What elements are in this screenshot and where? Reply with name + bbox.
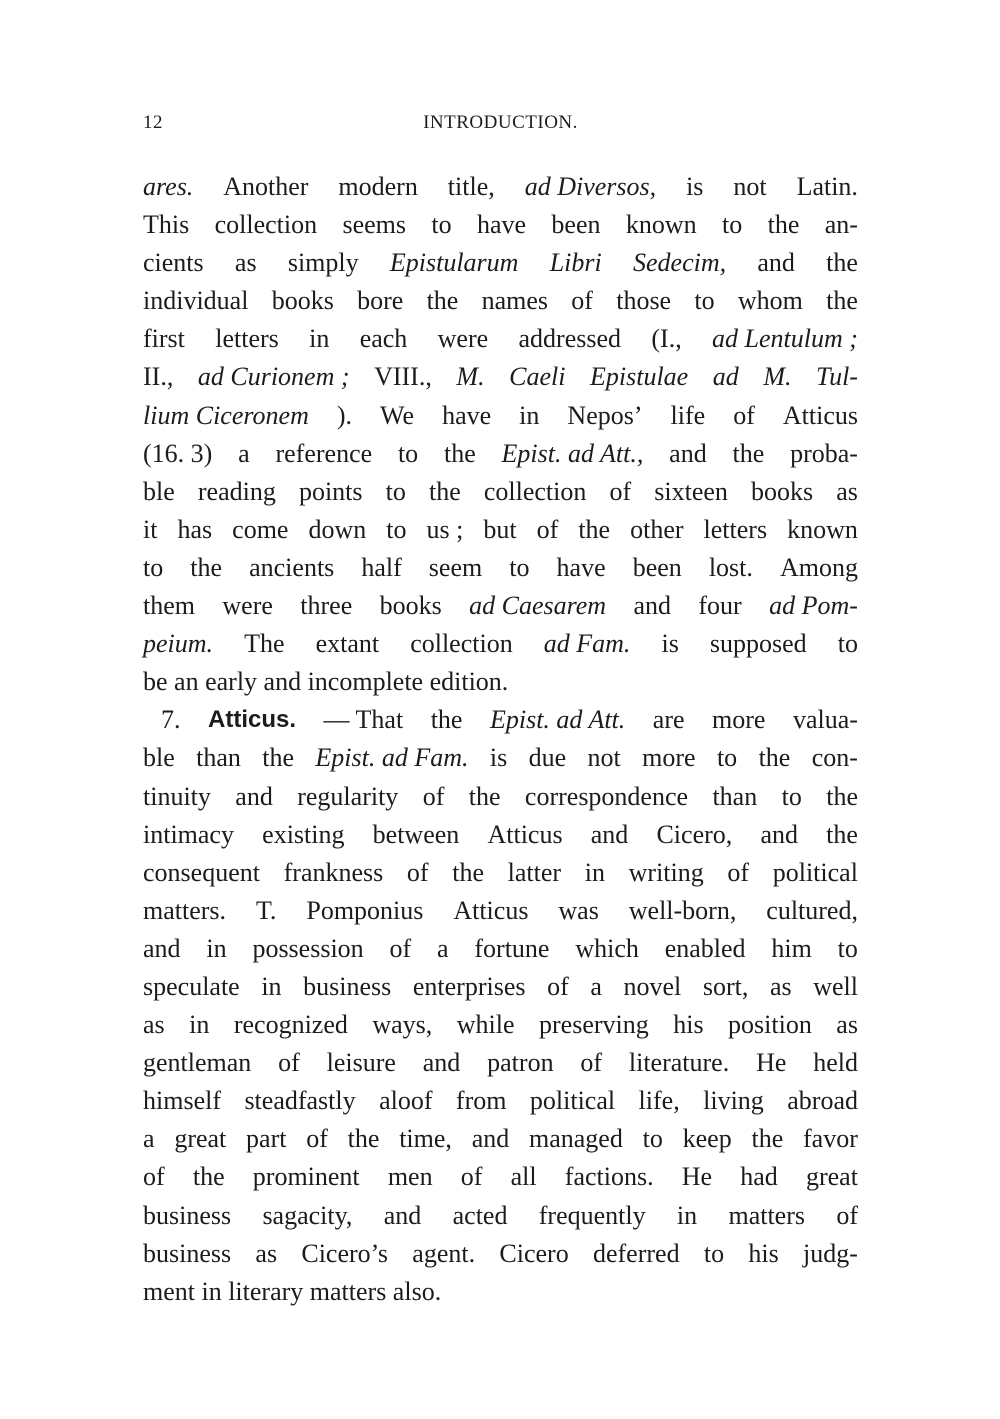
word: the <box>826 286 858 316</box>
text-line <box>143 930 858 968</box>
word: the <box>826 781 858 811</box>
word: but <box>483 514 517 544</box>
word: first <box>143 324 185 354</box>
word: managed <box>529 1124 623 1154</box>
text-line <box>143 739 858 777</box>
word: to <box>385 476 406 506</box>
word: come <box>232 514 289 544</box>
word: and <box>422 1048 461 1078</box>
word: ares. <box>143 172 194 201</box>
text-line <box>143 168 858 206</box>
word: Libri <box>549 248 602 278</box>
word: have <box>556 552 606 582</box>
word: names <box>481 286 549 316</box>
word: great <box>805 1162 858 1192</box>
word: to <box>431 210 452 240</box>
word: of <box>609 476 632 506</box>
word: reference <box>275 438 373 468</box>
text-line <box>143 549 858 587</box>
word: great <box>174 1124 227 1154</box>
word: cultured, <box>766 895 858 925</box>
word: not <box>587 743 621 773</box>
word: is <box>489 743 508 773</box>
word: prominent <box>252 1162 360 1192</box>
body-text <box>143 168 858 1311</box>
word: and <box>143 933 181 963</box>
word: business <box>143 1238 232 1268</box>
word: intimacy <box>143 819 234 849</box>
word: a <box>437 933 449 963</box>
word: leisure <box>326 1048 396 1078</box>
word: in <box>309 324 330 354</box>
word: business <box>303 971 392 1001</box>
word: sort, <box>702 971 749 1001</box>
text-line <box>143 358 858 396</box>
word: was <box>558 895 599 925</box>
word: bore <box>357 286 404 316</box>
word: and <box>760 819 798 849</box>
word: reading <box>197 476 276 506</box>
word: the <box>426 286 459 316</box>
word: to <box>143 552 164 582</box>
word: writing <box>628 857 704 887</box>
text-line <box>143 968 858 1006</box>
word: have <box>476 210 527 240</box>
word: cients <box>143 248 204 278</box>
word: is <box>661 629 679 659</box>
text-line <box>143 397 858 435</box>
word: of <box>733 400 755 430</box>
word: a <box>238 438 250 468</box>
word: Epist. ad Fam. <box>315 743 469 773</box>
word: abroad <box>787 1086 858 1116</box>
word: his <box>673 1010 704 1040</box>
word: correspondence <box>524 781 689 811</box>
text-line <box>143 778 858 816</box>
text-line <box>143 1006 858 1044</box>
word: of <box>406 857 429 887</box>
word: 7. <box>161 705 181 735</box>
word: matters <box>728 1200 805 1230</box>
word: con- <box>811 743 858 773</box>
text-line <box>143 1082 858 1120</box>
word: of <box>306 1124 328 1154</box>
word: He <box>681 1162 713 1192</box>
word: recognized <box>233 1010 348 1040</box>
word: We <box>380 400 415 430</box>
word: the <box>767 210 800 240</box>
word: novel <box>623 971 682 1001</box>
word: collection <box>214 210 318 240</box>
word: and <box>471 1124 510 1154</box>
word: position <box>728 1010 812 1040</box>
word: Another <box>223 172 309 201</box>
text-line <box>143 1273 858 1311</box>
word: not <box>733 172 767 201</box>
word: in <box>519 400 540 430</box>
word: letters <box>703 514 768 544</box>
word: political <box>529 1086 616 1116</box>
text-line <box>143 1158 858 1196</box>
word: of <box>278 1048 300 1078</box>
word: sagacity, <box>262 1200 353 1230</box>
word: (16. 3) <box>143 438 213 468</box>
word: Epist. ad Att. <box>489 705 626 735</box>
word: of <box>389 933 412 963</box>
word: well <box>813 971 858 1001</box>
text-line <box>143 473 858 511</box>
word: regularity <box>297 781 399 811</box>
word: well-born, <box>628 895 737 925</box>
word: as <box>255 1238 278 1268</box>
word: consequent <box>143 857 260 887</box>
word: the <box>758 743 791 773</box>
text-line <box>143 816 858 854</box>
word: while <box>456 1010 515 1040</box>
page-number: 12 <box>143 112 163 133</box>
word: The <box>244 629 285 659</box>
word: an- <box>824 210 858 240</box>
word: ad Lentulum ; <box>712 324 858 354</box>
word: of <box>571 286 593 316</box>
word: the <box>468 781 501 811</box>
word: ad Diversos, <box>524 172 657 201</box>
word: were <box>437 324 489 354</box>
word: the <box>443 438 476 468</box>
word: addressed <box>518 324 622 354</box>
word: the <box>428 476 461 506</box>
word: is <box>686 172 704 201</box>
word: steadfastly <box>244 1086 356 1116</box>
word: valua- <box>792 705 858 735</box>
word: books <box>751 476 814 506</box>
word: judg- <box>803 1238 858 1268</box>
word: Pomponius <box>306 895 424 925</box>
word: Sedecim, <box>632 248 727 278</box>
word: life <box>670 400 706 430</box>
word: the <box>430 705 463 735</box>
word: latter <box>507 857 562 887</box>
word: the <box>732 438 765 468</box>
word: M. <box>763 362 792 392</box>
text-line <box>143 1044 858 1082</box>
word: the <box>190 552 223 582</box>
word: Caeli <box>509 362 566 392</box>
word: simply <box>287 248 359 278</box>
text-line <box>143 1235 858 1273</box>
word: the <box>262 743 295 773</box>
word: three <box>300 591 353 621</box>
word: a <box>143 1124 155 1154</box>
word: M. <box>456 362 485 392</box>
word: collection <box>483 476 587 506</box>
word: frankness <box>283 857 384 887</box>
word: to <box>642 1124 663 1154</box>
word: to <box>722 210 743 240</box>
word: and <box>235 781 273 811</box>
word: literature. <box>628 1048 730 1078</box>
word: to <box>837 629 858 659</box>
word: II., <box>143 362 174 392</box>
word: ways, <box>372 1010 433 1040</box>
word: him <box>771 933 812 963</box>
word: keep <box>682 1124 732 1154</box>
word: factions. <box>564 1162 654 1192</box>
word: to <box>397 438 419 468</box>
word: of <box>580 1048 603 1078</box>
text-line <box>143 854 858 892</box>
word: This <box>143 210 190 240</box>
word: from <box>455 1086 507 1116</box>
word: whom <box>737 286 803 316</box>
text-line <box>143 1197 858 1235</box>
word: of <box>727 857 750 887</box>
text-line <box>143 320 858 358</box>
word: the <box>826 248 858 278</box>
word: enabled <box>664 933 746 963</box>
word: matters. <box>143 895 227 925</box>
word: — That <box>323 705 404 735</box>
word: his <box>748 1238 779 1268</box>
word: were <box>222 591 273 621</box>
word: of <box>460 1162 483 1192</box>
word: and <box>590 819 629 849</box>
word: which <box>575 933 639 963</box>
word: of <box>836 1200 858 1230</box>
word: time, <box>399 1124 452 1154</box>
word: lium Ciceronem <box>143 400 309 430</box>
word: himself <box>143 1086 221 1116</box>
text-line <box>143 244 858 282</box>
word: been <box>632 552 682 582</box>
word: as <box>769 971 792 1001</box>
word: letters <box>215 324 279 354</box>
word: ad Caesarem <box>469 591 607 621</box>
word: acted <box>452 1200 508 1230</box>
word: to <box>716 743 738 773</box>
word: due <box>528 743 567 773</box>
word: preserving <box>539 1010 649 1040</box>
word: title, <box>447 172 495 201</box>
word: sixteen <box>654 476 728 506</box>
word: ad Pom- <box>769 591 858 621</box>
word: all <box>510 1162 537 1192</box>
section-heading: Atticus. <box>208 706 297 734</box>
word: and <box>383 1200 422 1230</box>
word: Latin. <box>796 172 858 201</box>
word: held <box>813 1048 858 1078</box>
word: and <box>757 248 795 278</box>
word: in <box>584 857 605 887</box>
word: books <box>379 591 442 621</box>
word: of <box>422 781 445 811</box>
word: life, <box>638 1086 680 1116</box>
word: part <box>246 1124 287 1154</box>
word: Epistularum <box>389 248 519 278</box>
word: political <box>772 857 858 887</box>
word: of <box>536 514 559 544</box>
word: business <box>143 1200 232 1230</box>
word: to <box>694 286 715 316</box>
word: other <box>630 514 684 544</box>
word: living <box>703 1086 764 1116</box>
word: it <box>143 514 158 544</box>
word: down <box>308 514 367 544</box>
word: are <box>652 705 685 735</box>
word: seems <box>342 210 407 240</box>
word: Tul- <box>816 362 858 392</box>
word: individual <box>143 286 249 316</box>
word: to <box>509 552 530 582</box>
text-line <box>143 435 858 473</box>
word: the <box>192 1162 225 1192</box>
word: VIII., <box>374 362 432 392</box>
word: ble <box>143 743 175 773</box>
word: gentleman <box>143 1048 252 1078</box>
word: Atticus <box>453 895 529 925</box>
word: as <box>143 1010 165 1040</box>
word: had <box>740 1162 778 1192</box>
text-line <box>143 587 858 625</box>
word: Cicero <box>499 1238 569 1268</box>
running-head: INTRODUCTION. <box>423 112 578 133</box>
word: Cicero’s <box>301 1238 389 1268</box>
word: been <box>551 210 601 240</box>
word: Cicero, <box>656 819 733 849</box>
word: modern <box>338 172 418 201</box>
word: agent. <box>412 1238 476 1268</box>
text-line <box>143 663 858 701</box>
word: ad Fam. <box>543 629 631 659</box>
word: favor <box>803 1124 858 1154</box>
word: Nepos’ <box>567 400 643 430</box>
word: a <box>590 971 602 1001</box>
word: half <box>361 552 402 582</box>
word: tinuity <box>143 781 211 811</box>
word: T. <box>255 895 277 925</box>
word: He <box>756 1048 787 1078</box>
text-line <box>143 892 858 930</box>
word: ancients <box>249 552 335 582</box>
word: more <box>642 743 696 773</box>
word: of <box>143 1162 165 1192</box>
word: us ; <box>426 514 464 544</box>
word: than <box>196 743 241 773</box>
word: frequently <box>538 1200 646 1230</box>
word: collection <box>410 629 513 659</box>
word: the <box>347 1124 380 1154</box>
word: men <box>387 1162 433 1192</box>
word: Epistulae <box>590 362 689 392</box>
word: in <box>206 933 227 963</box>
word: and <box>633 591 672 621</box>
word: in <box>676 1200 698 1230</box>
word: seem <box>428 552 483 582</box>
word: more <box>712 705 766 735</box>
word: fortune <box>474 933 550 963</box>
word: between <box>372 819 460 849</box>
word: ble <box>143 476 175 506</box>
word: ad Curionem ; <box>197 362 350 392</box>
word: and <box>669 438 707 468</box>
word: the <box>452 857 485 887</box>
word: aloof <box>379 1086 433 1116</box>
word: (I., <box>651 324 682 354</box>
word: lost. <box>708 552 753 582</box>
word: to <box>837 933 858 963</box>
word: proba- <box>790 438 858 468</box>
word: as <box>836 476 858 506</box>
word: ment in literary matters also. <box>143 1276 442 1306</box>
word: Atticus <box>487 819 563 849</box>
word: peium. <box>143 629 214 659</box>
word: supposed <box>709 629 807 659</box>
text-line <box>143 511 858 549</box>
word: extant <box>315 629 380 659</box>
word: existing <box>262 819 345 849</box>
text-line <box>143 282 858 320</box>
word: the <box>826 819 858 849</box>
word: four <box>698 591 742 621</box>
word: have <box>442 400 492 430</box>
word: deferred <box>592 1238 680 1268</box>
word: to <box>703 1238 725 1268</box>
text-line <box>143 701 858 739</box>
word: patron <box>487 1048 554 1078</box>
word: of <box>547 971 569 1001</box>
word: enterprises <box>412 971 526 1001</box>
text-line <box>143 625 858 663</box>
word: the <box>578 514 611 544</box>
word: points <box>298 476 363 506</box>
word: possession <box>252 933 364 963</box>
word: Among <box>779 552 858 582</box>
word: as <box>836 1010 858 1040</box>
word: to <box>781 781 802 811</box>
word: the <box>751 1124 784 1154</box>
word: has <box>177 514 213 544</box>
word: ). <box>336 400 353 430</box>
word: as <box>234 248 257 278</box>
word: be an early and incomplete edition. <box>143 667 509 697</box>
word: than <box>712 781 758 811</box>
text-line <box>143 1120 858 1158</box>
word: them <box>143 591 195 621</box>
word: in <box>261 971 282 1001</box>
word: books <box>271 286 334 316</box>
word: in <box>189 1010 210 1040</box>
page-header <box>143 112 858 142</box>
word: known <box>625 210 697 240</box>
word: each <box>359 324 408 354</box>
word: known <box>787 514 858 544</box>
word: Epist. ad Att., <box>501 438 644 468</box>
word: those <box>616 286 672 316</box>
word: speculate <box>143 971 240 1001</box>
text-line <box>143 206 858 244</box>
word: to <box>386 514 407 544</box>
word: ad <box>712 362 739 392</box>
word: Atticus <box>782 400 858 430</box>
